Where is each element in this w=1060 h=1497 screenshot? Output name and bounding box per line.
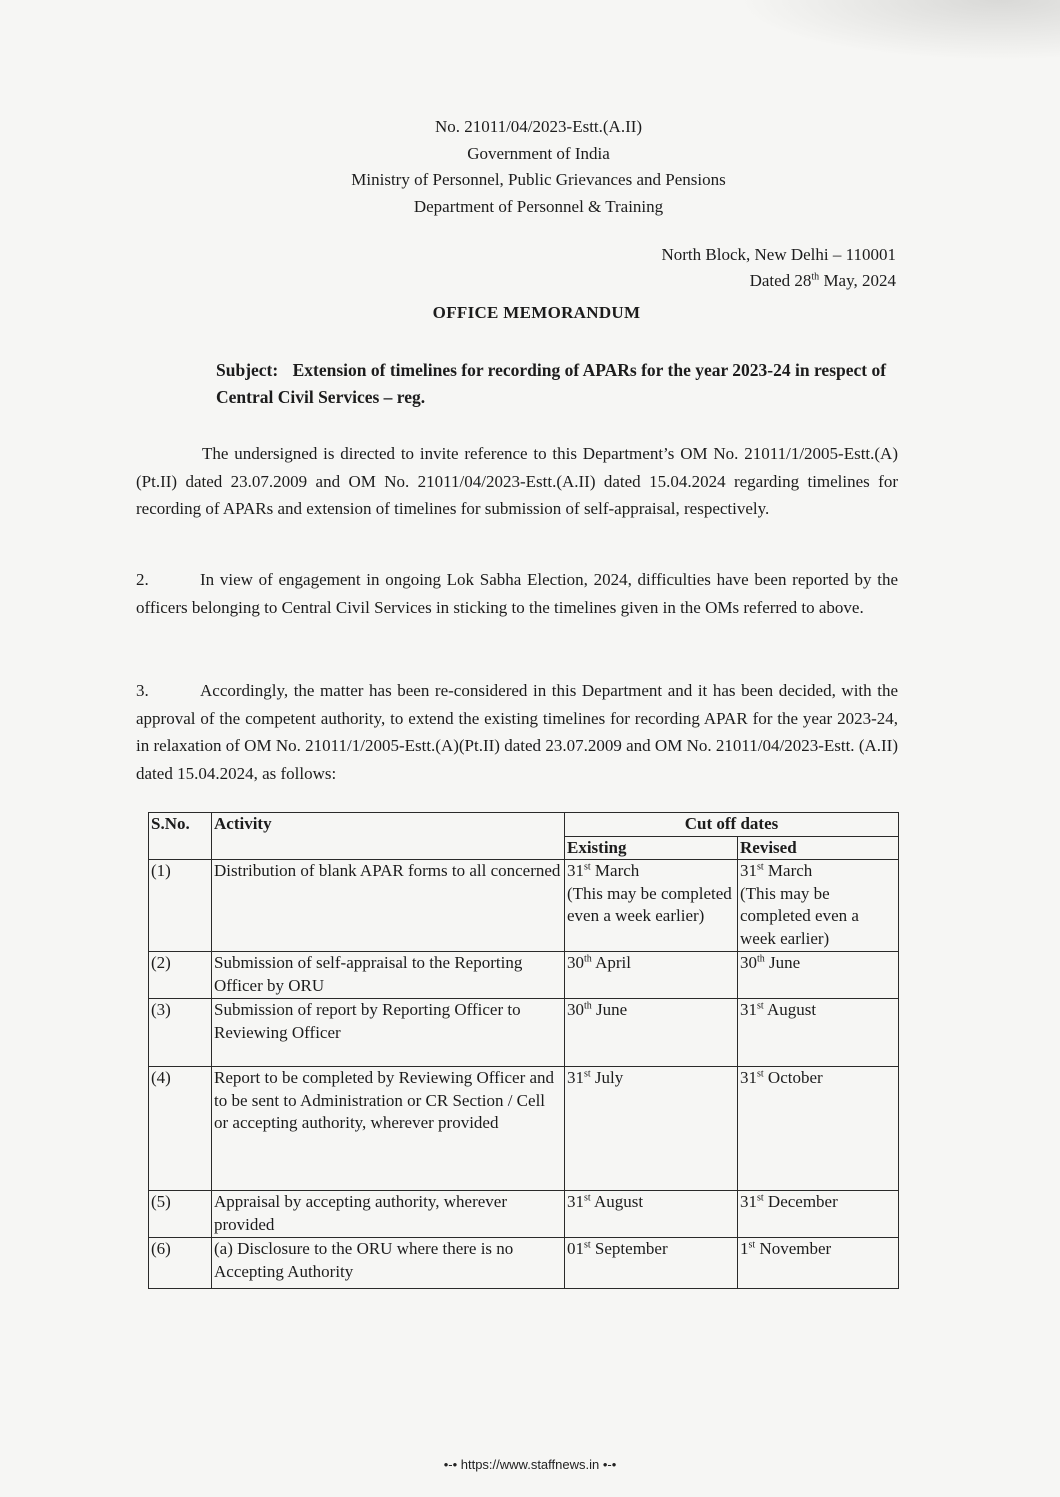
header-revised: Revised [738,836,899,860]
cell-revised: 31st March (This may be completed even a week earlier) [738,860,899,952]
table-header-row [149,813,899,837]
cell-sno: (3) [149,999,212,1067]
header-activity: Activity [212,813,565,860]
cell-existing: 30th June [565,999,738,1067]
table-row [149,1191,899,1238]
table-row [149,860,899,952]
subject [216,357,906,411]
cutoff-dates-table [148,812,899,1289]
cell-sno: (5) [149,1191,212,1238]
cell-existing: 31st August [565,1191,738,1238]
table-row [149,1067,899,1191]
subject-label: Subject: [216,360,279,380]
header-sno: S.No. [149,813,212,860]
cell-activity: (a) Disclosure to the ORU where there is no Accepting Authority [212,1238,565,1289]
address: North Block, New Delhi – 110001 [661,245,896,264]
cell-activity: Submission of report by Reporting Officer to Reviewing Officer [212,999,565,1067]
table-row [149,952,899,999]
subject-text: Extension of timelines for recording of APARs for the year 2023-24 in respect of Central Civil Services – reg. [216,360,887,407]
cell-existing: 31st July [565,1067,738,1191]
cell-activity: Appraisal by accepting authority, wherever provided [212,1191,565,1238]
header-existing: Existing [565,836,738,860]
paragraph-2: 2. In view of engagement in ongoing Lok Sabha Election, 2024, difficulties have been reported by the officers belonging to Central Civil Services in sticking to the timelines given in the OMs referred to above. [136,566,898,621]
place-and-date [661,242,896,294]
file-number: No. 21011/04/2023-Estt.(A.II) [434,117,643,136]
cell-activity: Submission of self-appraisal to the Reporting Officer by ORU [212,952,565,999]
cell-existing: 31st March (This may be completed even a week earlier) [565,860,738,952]
cell-revised: 31st December [738,1191,899,1238]
cell-existing: 01st September [565,1238,738,1289]
government-name: Government of India [467,143,610,163]
cell-existing: 30th April [565,952,738,999]
paragraph-number: 3. [136,681,149,700]
paragraph-number: 2. [136,570,149,589]
cell-activity: Report to be completed by Reviewing Officer and to be sent to Administration or CR Section / Cell or accepting authority, wherever provided [212,1067,565,1191]
header-cutoff-dates: Cut off dates [565,813,899,837]
document-title: OFFICE MEMORANDUM [432,303,641,322]
cell-revised: 31st October [738,1067,899,1191]
existing-note: (This may be completed even a week earlier) [567,883,732,925]
document-header [0,114,1060,220]
department-name: Department of Personnel & Training [413,196,664,216]
cell-sno: (4) [149,1067,212,1191]
cell-revised: 1st November [738,1238,899,1289]
paragraph-1: The undersigned is directed to invite reference to this Department’s OM No. 21011/1/2005-Estt.(A)(Pt.II) dated 23.07.2009 and OM No. 21011/04/2023-Estt.(A.II) dated 15.04.2024 regarding timelines for recording of APARs and extension of timelines for submission of self-appraisal, respectively. [136,444,898,518]
table-row [149,999,899,1067]
table-row [149,1238,899,1289]
ministry-name: Ministry of Personnel, Public Grievances and Pensions [351,170,726,189]
cell-revised: 31st August [738,999,899,1067]
cell-sno: (1) [149,860,212,952]
cell-sno: (6) [149,1238,212,1289]
paragraph-3: 3. Accordingly, the matter has been re-considered in this Department and it has been decided, with the approval of the competent authority, to extend the existing timelines for recording APAR for the year 2023-24, in relaxation of OM No. 21011/1/2005-Estt.(A)(Pt.II) dated 23.07.2009 and OM No. 21011/04/2023-Estt. (A.II) dated 15.04.2024, as follows: [136,677,898,787]
date: Dated 28th May, 2024 [749,271,896,290]
cell-revised: 30th June [738,952,899,999]
cell-activity: Distribution of blank APAR forms to all concerned [212,860,565,952]
cell-sno: (2) [149,952,212,999]
revised-note: (This may be completed even a week earlier) [740,883,859,948]
source-footer-link[interactable]: •-• https://www.staffnews.in •-• [443,1457,617,1472]
